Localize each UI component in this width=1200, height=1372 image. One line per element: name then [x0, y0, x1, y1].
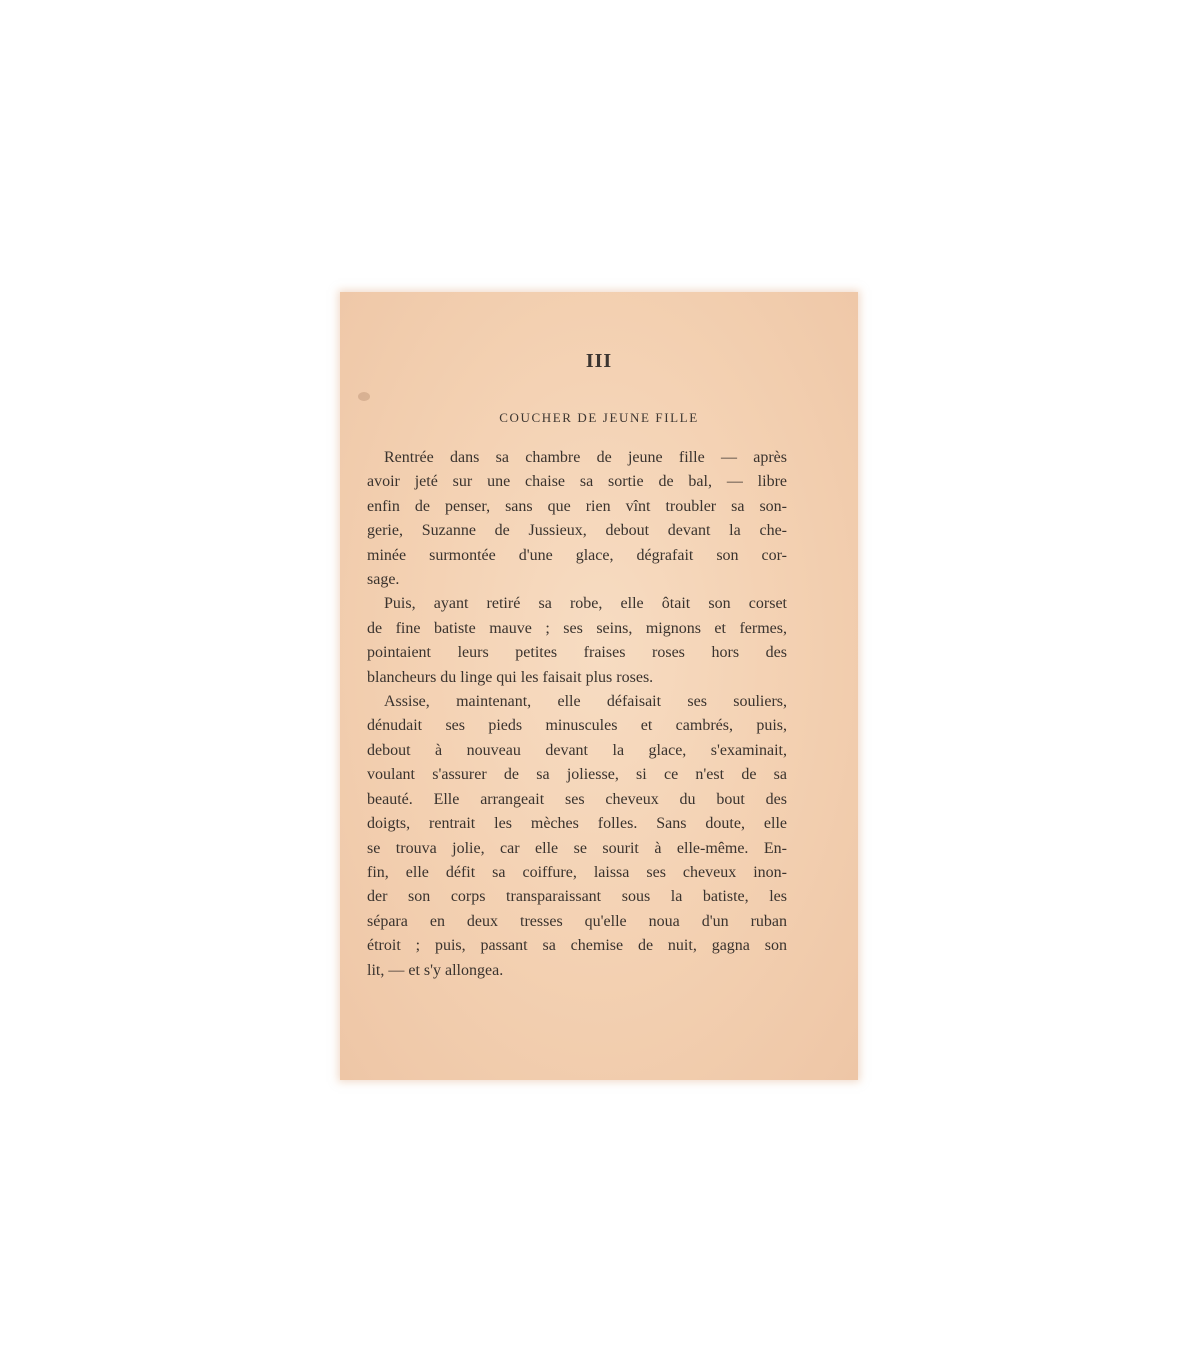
text-line: dénudait ses pieds minuscules et cambrés, puis, — [367, 717, 787, 735]
text-line: fin, elle défit sa coiffure, laissa ses cheveux inon- — [367, 863, 787, 881]
text-line: der son corps transparaissant sous la batiste, les — [367, 888, 787, 906]
text-line: enfin de penser, sans que rien vînt troubler sa son- — [367, 497, 787, 515]
text-line: Puis, ayant retiré sa robe, elle ôtait son corset — [384, 595, 787, 613]
text-line: sépara en deux tresses qu'elle noua d'un ruban — [367, 912, 787, 930]
text-line: étroit ; puis, passant sa chemise de nuit, gagna son — [367, 937, 787, 955]
text-line: voulant s'assurer de sa joliesse, si ce n'est de sa — [367, 766, 787, 784]
text-line: debout à nouveau devant la glace, s'examinait, — [367, 741, 787, 759]
text-line: beauté. Elle arrangeait ses cheveux du bout des — [367, 790, 787, 808]
text-line: de fine batiste mauve ; ses seins, mignons et fermes, — [367, 619, 787, 637]
text-line: lit, — et s'y allongea. — [367, 961, 504, 979]
text-line: doigts, rentrait les mèches folles. Sans doute, elle — [367, 815, 787, 833]
chapter-title: COUCHER DE JEUNE FILLE — [499, 410, 699, 425]
text-line: Rentrée dans sa chambre de jeune fille — après — [384, 449, 787, 466]
text-line: se trouva jolie, car elle se sourit à elle-même. En- — [367, 839, 787, 857]
text-line: blancheurs du linge qui les faisait plus roses. — [367, 668, 654, 686]
text-line: avoir jeté sur une chaise sa sortie de bal, — libre — [367, 473, 787, 491]
text-line: sage. — [367, 571, 400, 589]
text-line: pointaient leurs petites fraises roses hors des — [367, 644, 787, 662]
body-text — [367, 446, 787, 983]
text-line: gerie, Suzanne de Jussieux, debout devant la che- — [367, 522, 787, 540]
chapter-number: III — [585, 350, 613, 372]
text-line: Assise, maintenant, elle défaisait ses souliers, — [384, 693, 787, 711]
ink-blot — [358, 392, 370, 401]
book-page — [340, 292, 858, 1080]
text-line: minée surmontée d'une glace, dégrafait son cor- — [367, 546, 787, 564]
